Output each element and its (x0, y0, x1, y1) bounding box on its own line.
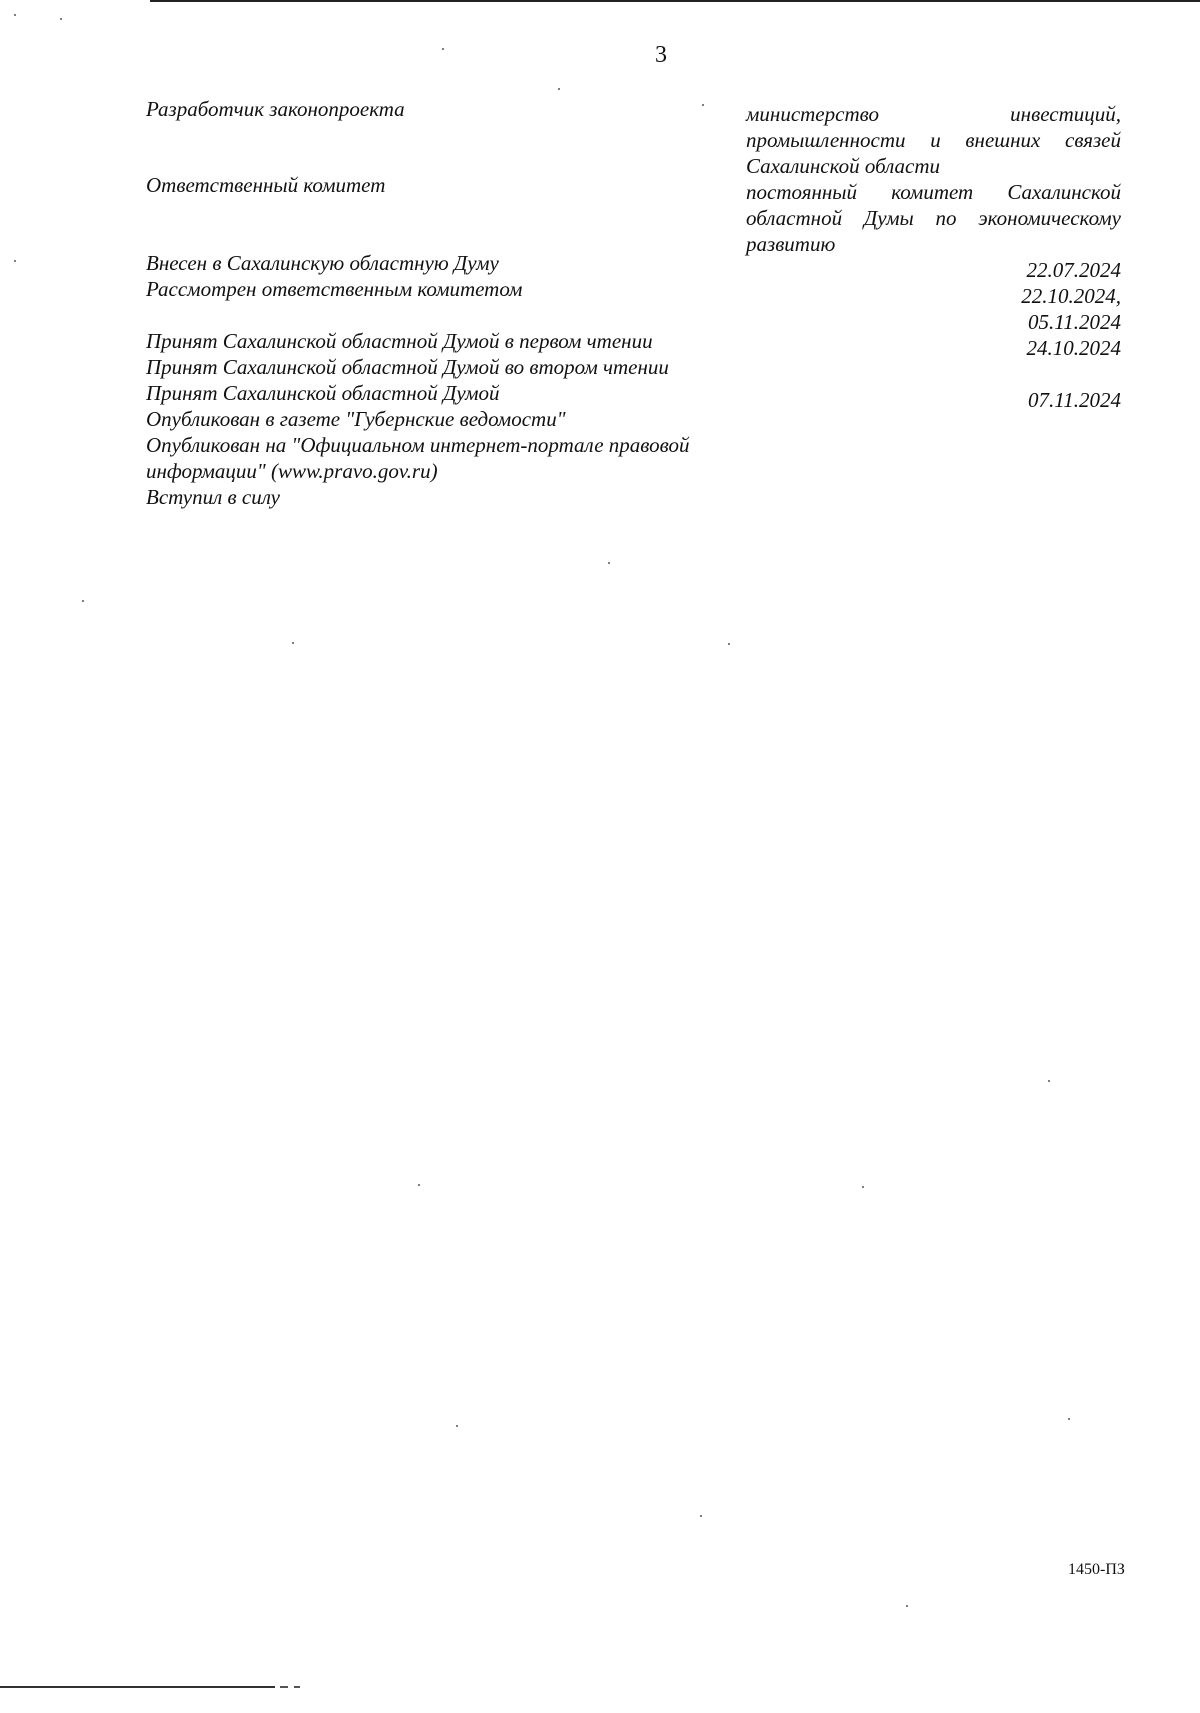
scan-speck (862, 1186, 864, 1188)
scan-speck (82, 600, 84, 602)
committee-value-line2: областной Думы по экономическому (746, 206, 1121, 230)
label-committee: Ответственный комитет (146, 173, 386, 197)
scan-speck (702, 104, 704, 106)
scan-speck (60, 18, 62, 20)
committee-value-line1: постоянный комитет Сахалинской (746, 180, 1121, 204)
date-adopted: 07.11.2024 (1028, 388, 1121, 412)
label-submitted: Внесен в Сахалинскую областную Думу (146, 251, 499, 275)
scan-speck (906, 1605, 908, 1607)
developer-value-line3: Сахалинской области (746, 154, 941, 178)
developer-value-line2: промышленности и внешних связей (746, 128, 1121, 152)
developer-value (746, 101, 1121, 179)
label-developer: Разработчик законопроекта (146, 97, 405, 121)
page-number: 3 (655, 42, 667, 68)
label-published-portal-2: информации" (www.pravo.gov.ru) (146, 459, 438, 483)
bottom-border-line (0, 1686, 275, 1688)
label-published-newspaper: Опубликован в газете "Губернские ведомости" (146, 407, 566, 431)
scan-speck (728, 643, 730, 645)
committee-value-line3: развитию (746, 232, 836, 256)
label-first-reading: Принят Сахалинской областной Думой в первом чтении (146, 329, 653, 353)
scan-speck (14, 260, 16, 262)
developer-value-line1: министерство инвестиций, (746, 102, 1121, 126)
scan-speck (608, 562, 610, 564)
bottom-border-dash (280, 1686, 288, 1688)
scan-speck (558, 88, 560, 90)
scan-speck (418, 1184, 420, 1186)
scan-speck (292, 642, 294, 644)
scan-speck (1068, 1418, 1070, 1420)
label-adopted: Принят Сахалинской областной Думой (146, 381, 500, 405)
label-second-reading: Принят Сахалинской областной Думой во втором чтении (146, 355, 669, 379)
scan-speck (456, 1425, 458, 1427)
label-published-portal-1: Опубликован на "Официальном интернет-портале правовой (146, 433, 690, 457)
label-reviewed: Рассмотрен ответственным комитетом (146, 277, 523, 301)
document-code: 1450-ПЗ (1068, 1561, 1125, 1578)
committee-value (746, 179, 1121, 257)
date-first-reading: 24.10.2024 (1026, 336, 1121, 360)
date-submitted: 22.07.2024 (1026, 258, 1121, 282)
top-border-line (150, 0, 1200, 2)
date-reviewed-1: 22.10.2024, (1021, 284, 1121, 308)
scan-speck (1048, 1080, 1050, 1082)
date-reviewed-2: 05.11.2024 (1028, 310, 1121, 334)
scan-speck (700, 1515, 702, 1517)
bottom-border-dash (294, 1686, 300, 1688)
scan-speck (442, 48, 444, 50)
label-in-force: Вступил в силу (146, 485, 280, 509)
scan-speck (14, 14, 16, 16)
